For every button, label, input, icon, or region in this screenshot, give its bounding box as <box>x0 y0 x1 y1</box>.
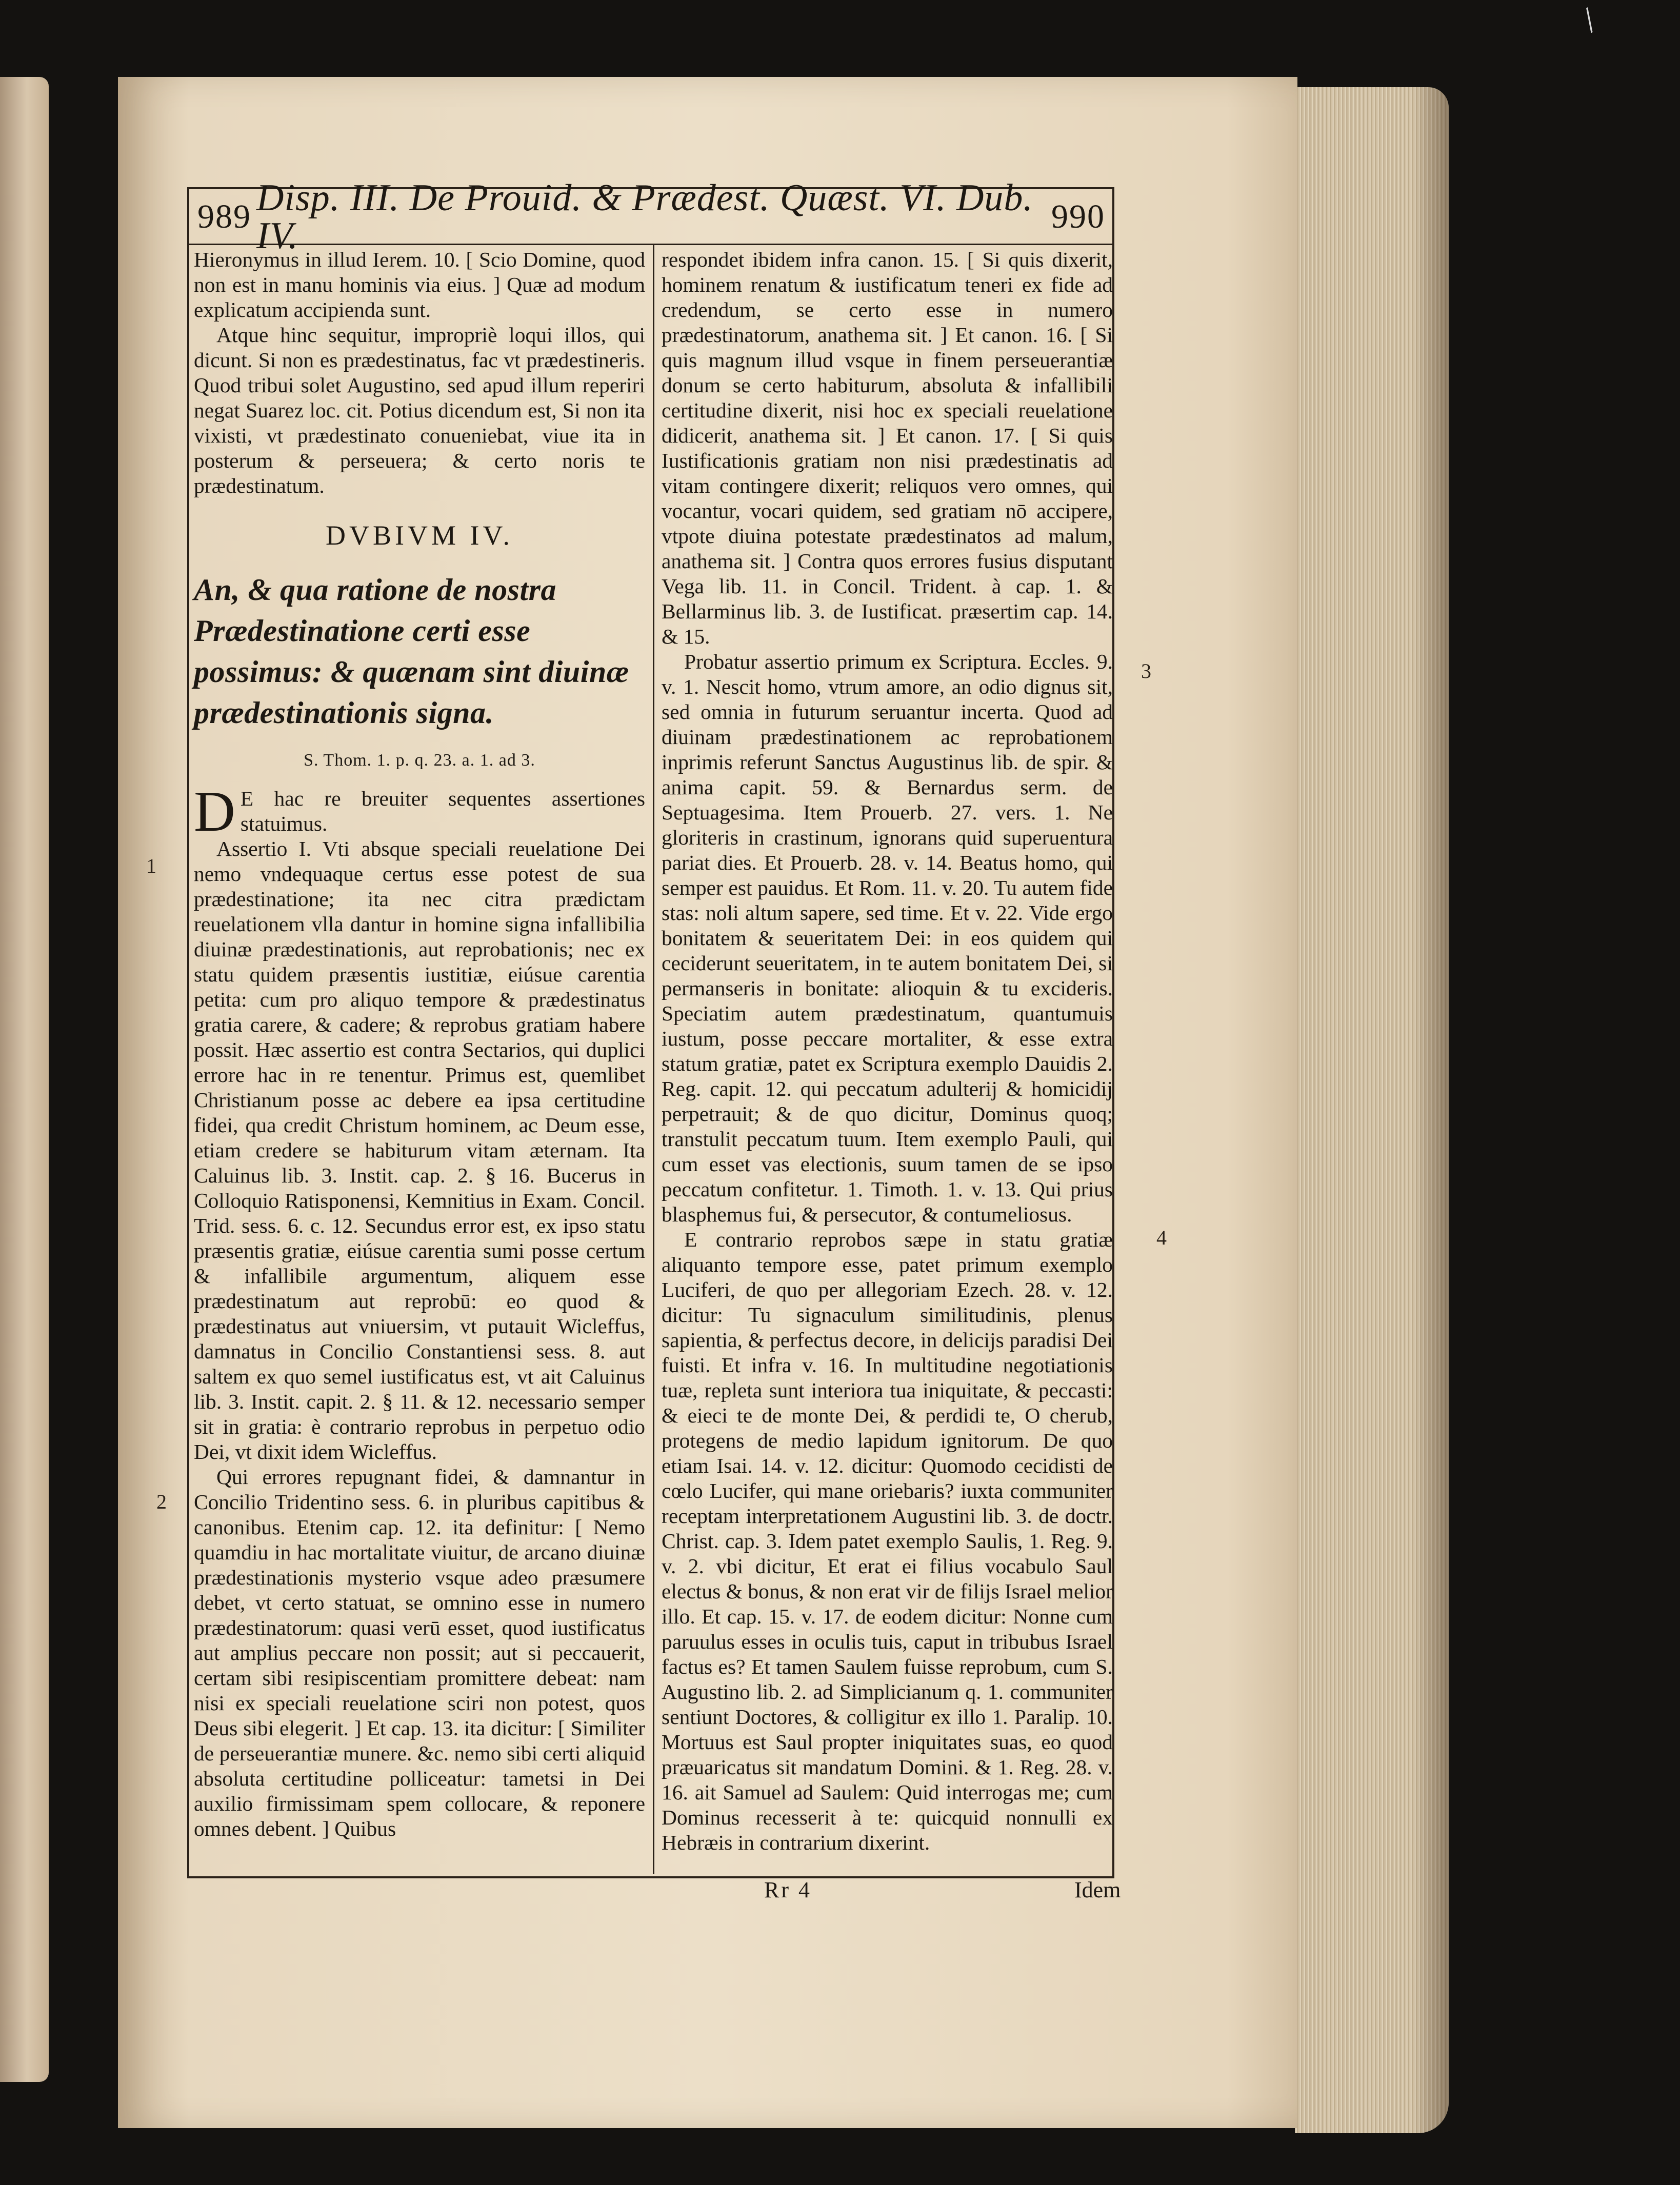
left-column <box>194 247 645 1841</box>
right-paragraph-3: E contrario reprobos sæpe in statu gratiæ aliquanto tempore esse, patet primum exemplo Luciferi, de quo per allegoriam Ezech. 28. v. 12. dicitur: Tu signaculum similitudinis, plenus sapientia, & perfectus decore, in delicijs paradisi Dei fuisti. Et infra v. 16. In multitudine negotiationis tuæ, repleta sunt interiora tua iniquitate, & peccasti: & eieci te de monte Dei, & perdidi te, O cherub, protegens de medio lapidum ignitorum. De quo etiam Isai. 14. v. 12. dicitur: Quomodo cecidisti de cœlo Lucifer, qui mane oriebaris? iuxta communiter receptam interpretationem Augustini lib. 3. de doctr. Christ. cap. 3. Idem patet exemplo Saulis, 1. Reg. 9. v. 2. vbi dicitur, Et erat ei filius vocabulo Saul electus & bonus, & non erat vir de filijs Israel melior illo. Et cap. 15. v. 17. de eodem dicitur: Nonne cum paruulus esses in oculis tuis, caput in tribubus Israel factus es? Et tamen Saulem fuisse reprobum, cum S. Augustino lib. 2. ad Simplicianum q. 1. communiter sentiunt Doctores, & colligitur ex illo 1. Paralip. 10. Mortuus est Saul propter iniquitates suas, eo quod præuaricatus sit mandatum Domini. & 1. Reg. 28. v. 16. ait Samuel ad Saulem: Quid interrogas me; cum Dominus recesserit à te: quicquid nonnulli ex Hebræis in contrarium dixerint. <box>662 1228 1113 1854</box>
left-paragraph-3-text: E hac re breuiter sequentes assertiones statuimus. <box>240 787 645 835</box>
thomas-reference: S. Thom. 1. p. q. 23. a. 1. ad 3. <box>304 751 535 770</box>
page-number-right: 990 <box>1051 197 1105 235</box>
margin-number-4: 4 <box>1156 1226 1167 1249</box>
page-number-left: 989 <box>197 197 251 235</box>
margin-number-3: 3 <box>1141 659 1151 683</box>
left-paragraph-4: Assertio I. Vti absque speciali reuelatione Dei nemo vndequaque certus esse potest de sua prædestinatione; ita nec citra prædictam reuelationem vlla dantur in homine signa infallibilia diuinæ prædestinationis, aut reprobationis; nec ex statu quidem præsentis iustitiæ, eiúsue carentia petita: cum pro aliquo tempore & prædestinatus gratia carere, & cadere; & reprobus gratiam habere possit. Hæc assertio est contra Sectarios, qui duplici errore hac in re tenentur. Primus est, quemlibet Christianum posse ac debere ea ipsa certitudine fidei, qua credit Christum hominem, ac Deum esse, etiam credere se habiturum vitam æternam. Ita Caluinus lib. 3. Instit. cap. 2. § 16. Bucerus in Colloquio Ratisponensi, Kemnitius in Exam. Concil. Trid. sess. 6. c. 12. Secundus error est, ex ipso statu præsentis gratiæ, eiúsue carentia sumi posse certum & infallibile argumentum, aliquem esse prædestinatum aut reprobū: eo quod & prædestinatus aut vniuersim, vt putauit Wicleffus, damnatus in Concilio Constantiensi sess. 8. aut saltem ex quo semel iustificatus est, vt ait Caluinus lib. 3. Instit. capit. 2. § 11. & 12. necessario semper sit in gratia: è contrario reprobus in perpetuo odio Dei, vt dixit idem Wicleffus. <box>194 837 645 1464</box>
running-title: Disp. III. De Prouid. & Prædest. Quæst. VI. Dub. IV. <box>256 176 1033 257</box>
right-paragraph-2: Probatur assertio primum ex Scriptura. Eccles. 9. v. 1. Nescit homo, vtrum amore, an odio dignus sit, sed omnia in futurum seruantur incerta. Quod ad diuinam prædestinationem ac reprobationem inprimis referunt Sanctus Augustinus lib. de spir. & anima capit. 59. & Bernardus serm. de Septuagesima. Item Prouerb. 27. vers. 1. Ne gloriteris in crastinum, ignorans quid superuentura pariat dies. Et Prouerb. 28. v. 14. Beatus homo, qui semper est pauidus. Et Rom. 11. v. 20. Tu autem fide stas: noli altum sapere, sed time. Et v. 22. Vide ergo bonitatem & seueritatem Dei: in eos quidem qui ceciderunt seueritatem, in te autem bonitatem Dei, si permanseris in bonitate: alioquin & tu excideris. Speciatim autem prædestinatum, quantumuis iustum, posse peccare mortaliter, & esse extra statum gratiæ, patet ex Scriptura exemplo Dauidis 2. Reg. capit. 12. qui peccatum adulterij & homicidij perpetrauit; & de quo dicitur, Dominus quoq; transtulit peccatum tuum. Item exemplo Pauli, qui cum esset vas electionis, suum tamen de se ipso peccatum confitetur. 1. Timoth. 1. v. 13. Qui prius blasphemus fui, & persecutor, & contumeliosus. <box>662 650 1113 1226</box>
corner-mark: / <box>1575 1 1604 40</box>
question-title: An, & qua ratione de nostra Prædestinatione certi esse possimus: & quænam sint diuinæ prædestinationis signa. <box>194 573 629 730</box>
margin-number-1: 1 <box>146 854 156 877</box>
left-paragraph-5: Qui errores repugnant fidei, & damnantur in Concilio Tridentino sess. 6. in pluribus capitibus & canonibus. Etenim cap. 12. ita definitur: [ Nemo quamdiu in hac mortalitate viuitur, de arcano diuinæ prædestinationis mysterio vsque adeo præsumere debet, vt certo statuat, se omnino esse in numero prædestinatorum: quasi verū esset, quod iustificatus aut amplius peccare non possit; aut si peccauerit, certam sibi resipiscentiam promittere debeat: nam nisi ex speciali reuelatione sciri non potest, quos Deus sibi elegerit. ] Et cap. 13. ita dicitur: [ Similiter de perseuerantiæ munere. &c. nemo sibi certi aliquid absoluta certitudine polliceatur: tametsi in Dei auxilio firmissimam spem collocare, & reponere omnes debent. ] Quibus <box>194 1465 645 1840</box>
drop-cap-initial: D <box>194 780 235 844</box>
signature-mark: Rr 4 <box>764 1877 812 1902</box>
catchword: Idem <box>1074 1877 1121 1902</box>
adjacent-page-edge <box>0 77 49 2082</box>
book-fore-edge <box>1295 87 1449 2133</box>
column-rule <box>653 245 654 1874</box>
dubium-heading: DVBIVM IV. <box>325 520 514 551</box>
left-paragraph-1: Hieronymus in illud Ierem. 10. [ Scio Domine, quod non est in manu hominis via eius. ] Quæ ad modum explicatum accipienda sunt. <box>194 248 645 322</box>
left-paragraph-2: Atque hinc sequitur, impropriè loqui illos, qui dicunt. Si non es prædestinatus, fac vt prædestineris. Quod tribui solet Augustino, sed apud illum reperiri negat Suarez loc. cit. Potius dicendum est, Si non ita vixisti, vt prædestinato conueniebat, viue ita in posterum & perseuera; & certo noris te prædestinatum. <box>194 323 645 497</box>
right-paragraph-1: respondet ibidem infra canon. 15. [ Si quis dixerit, hominem renatum & iustificatum teneri ex fide ad credendum, se certo esse in numero prædestinatorum, anathema sit. ] Et canon. 16. [ Si quis magnum illud vsque in finem perseuerantiæ donum se certo habiturum, absoluta & infallibili certitudine dixerit, nisi hoc ex speciali reuelatione didicerit, anathema sit. ] Et canon. 17. [ Si quis Iustificationis gratiam non nisi prædestinatis ad vitam contingere dixerit; reliquos vero omnes, qui vocantur, vocari quidem, sed gratiam nō accipere, vtpote diuina potestate prædestinatos ad malum, anathema sit. ] Contra quos errores fusius disputant Vega lib. 11. in Concil. Trident. à cap. 1. & Bellarminus lib. 3. de Iustificat. præsertim cap. 14. & 15. <box>662 248 1113 648</box>
running-header <box>192 176 1110 257</box>
margin-number-2: 2 <box>156 1490 167 1513</box>
right-column <box>662 247 1113 1855</box>
left-paragraph-3 <box>194 780 645 844</box>
